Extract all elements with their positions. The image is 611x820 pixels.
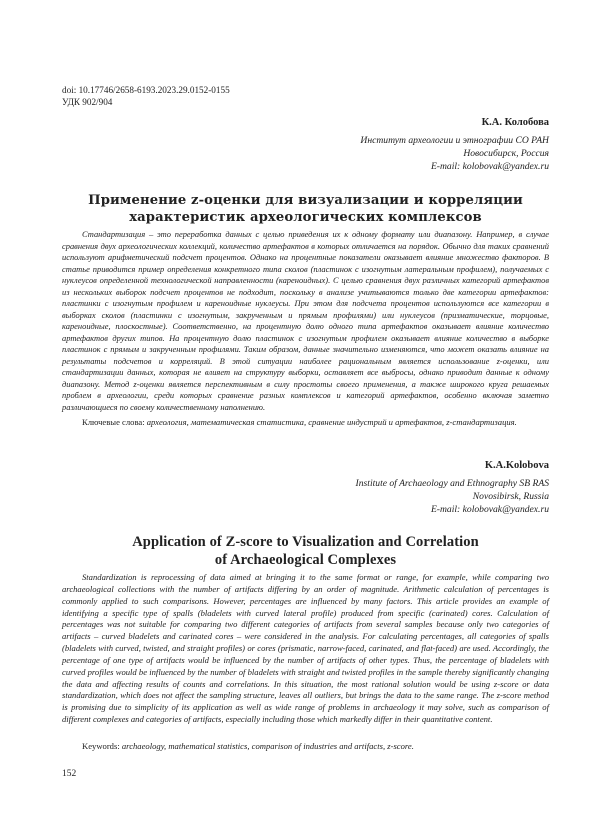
title-line: of Archaeological Complexes: [214, 552, 397, 568]
abstract-ru: Стандартизация – это переработка данных с целью приведения их к одному формату или диапазону. Например, в случае сравнения двух археологических коллекций, количество артефактов в которых отличается на порядок. Обычно для таких сравнений используют арифметический подсчет процентов. Однако на процентные показатели оказывает влияние множество факторов. В статье приводится пример определения конкретного типа сколов (пластинок с изогнутым латеральным профилем), получаемых с нуклеусов определенной технологической направленности (кареноидных). С целью сравнения двух различных категорий артефактов из нескольких выборок подсчет процентов не подходит, поскольку в анализе учитываются только две категории артефактов: пластинки с изогнутым профилем и кареноидные нуклеусы. При этом для подсчета процентов используются все категории в выборках сколов (пластинки с изогнутым, закрученным и прямым профилями) или нуклеусов (призматические, торцовые, кареноидные, плоскостные). Соответственно, на процентную долю одного типа артефактов оказывает влияние количество артефактов других типов. На процентную долю пластинок с изогнутым профилем оказывает влияние количество в выборке пластинок с прямым и закрученным профилями. Таким образом, данные значительно изменяются, что может оказать влияние на результаты подсчетов и корреляций. В этой ситуации наиболее рациональным является использование z-оценки, или стандартизации данных, которая не влияет на структуру выборки, оставляет все выбросы, однако приводит данные к одному диапазону. Метод z-оценки является перспективным в силу простоты своего применения, а также широкого круга решаемых проблем в археологии, среди которых сравнение разных комплексов и категорий артефактов, особенно включая заметно различающиеся по своему количественному наполнению.: [62, 229, 549, 412]
keywords-label: Keywords:: [82, 741, 120, 751]
keywords-ru: [62, 417, 549, 428]
keywords-label: Ключевые слова:: [82, 417, 145, 427]
keywords-text: археология, математическая статистика, сравнение индустрий и артефактов, z-стандартизация.: [146, 417, 517, 427]
abstract-en: Standardization is reprocessing of data aimed at bringing it to the same format or range, for example, while comparing two archaeological collections with the number of artifacts differing by an order of magnitude. Arithmetic calculation of percentages is commonly applied to such comparisons. However, percentages are influenced by many factors. This article provides an example of identifying a specific type of spalls (bladelets with curved lateral profile) produced from specific (carinated) cores. Calculation of percentages was not suitable for comparing two different categories of artifacts from several samples because only two categories of artifacts – curved bladelets and carinated cores – were considered in the analysis. For calculating percentages, all categories of spalls (bladelets with curved, twisted, and straight profiles) or cores (prismatic, narrow-faced, carinated, and flat-faced) are used. Accordingly, the percentage of one type of artifacts would be influenced by the number of artifacts of other types. Thus, the percentage of bladelets with curved profiles would be influenced by the number of bladelets with straight and twisted profiles in the sample thereby significantly changing the data and affecting results of counts and correlations. In this situation, the most rational solution would be using z-score or data standardization, which does not affect the sampling structure, leaves all outliers, but brings the data to the same range. The z-score method is promising due to simplicity of its application as well as wide range of problems in archaeology it may solve, such as comparison of different complexes and categories of artifacts, especially including those which markedly differ in their quantitative content.: [62, 572, 549, 725]
affiliation-city: Novosibirsk, Russia: [472, 491, 549, 502]
title-line: Application of Z-score to Visualization and Correlation: [132, 534, 479, 550]
author-en: K.A.Kolobova: [484, 460, 549, 471]
title-en: [62, 533, 549, 569]
author-ru: К.А. Колобова: [481, 117, 549, 128]
udk: УДК 902/904: [62, 97, 113, 107]
affiliation-city: Новосибирск, Россия: [463, 148, 549, 159]
affiliation-email: E-mail: kolobovak@yandex.ru: [430, 161, 549, 172]
affiliation-email: E-mail: kolobovak@yandex.ru: [430, 504, 549, 515]
title-line: Применение z-оценки для визуализации и корреляции: [88, 193, 523, 208]
affiliation-ru: [62, 134, 549, 173]
page-number: 152: [62, 769, 77, 779]
affiliation-en: [62, 477, 549, 516]
affiliation-institute: Institute of Archaeology and Ethnography SB RAS: [355, 478, 549, 489]
doi: doi: 10.17746/2658-6193.2023.29.0152-0155: [62, 85, 230, 95]
title-ru: [62, 192, 549, 226]
title-line: характеристик археологических комплексов: [129, 210, 482, 225]
affiliation-institute: Институт археологии и этнографии СО РАН: [360, 135, 549, 146]
keywords-en: [62, 741, 549, 752]
keywords-text: archaeology, mathematical statistics, comparison of industries and artifacts, z-score.: [121, 741, 414, 751]
